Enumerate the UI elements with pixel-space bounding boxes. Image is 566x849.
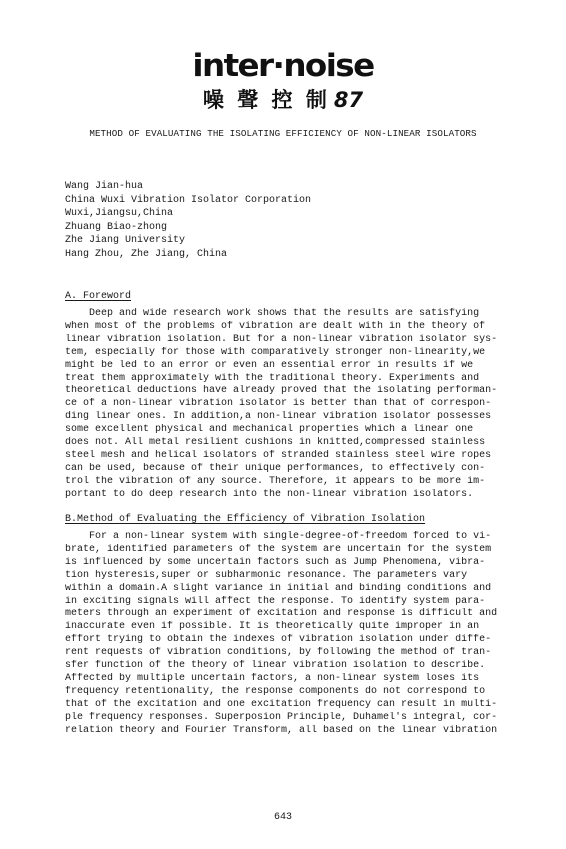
text-line: might be led to an error or even an essential error in results if we bbox=[65, 359, 474, 371]
text-line: steel mesh and helical isolators of stranded stainless steel wire ropes bbox=[65, 449, 492, 461]
section-b-body bbox=[65, 531, 497, 738]
text-line: frequency retentionality, the response components do not correspond to bbox=[65, 685, 486, 697]
text-line: tem, especially for those with comparatively stronger non-linearity,we bbox=[65, 346, 486, 358]
section-b-heading: B.Method of Evaluating the Efficiency of Vibration Isolation bbox=[65, 514, 426, 525]
author-block bbox=[65, 180, 311, 261]
text-line: effort trying to obtain the indexes of vibration isolation under diffe- bbox=[65, 634, 492, 646]
section-a-body bbox=[65, 308, 497, 502]
text-line: ce of a non-linear vibration isolator is better than that of correspon- bbox=[65, 398, 492, 410]
author-line: China Wuxi Vibration Isolator Corporation bbox=[65, 194, 312, 206]
text-line: relation theory and Fourier Transform, all based on the linear vibration bbox=[65, 724, 497, 736]
text-line: theoretical deductions have already proved that the isolating performan- bbox=[65, 385, 497, 397]
text-line: meters through an experiment of excitation and response is difficult and bbox=[65, 608, 497, 620]
text-line: ding linear ones. In addition,a non-linear vibration isolator possesses bbox=[65, 411, 492, 423]
conference-logo-subtitle bbox=[0, 84, 566, 114]
text-line: ple frequency responses. Superposion Principle, Duhamel's integral, cor- bbox=[65, 711, 497, 723]
text-line: trol the vibration of any source. Therefore, it appears to be more im- bbox=[65, 475, 486, 487]
text-line: inaccurate even if possible. It is theoretically quite improper in an bbox=[65, 621, 480, 633]
section-a-heading: A. Foreword bbox=[65, 291, 132, 302]
text-line: in exciting signals will affect the response. To identify system para- bbox=[65, 595, 486, 607]
conference-logo bbox=[0, 48, 566, 84]
text-line: treat them approximately with the traditional theory. Experiments and bbox=[65, 372, 480, 384]
page-number: 643 bbox=[273, 812, 292, 823]
conference-logo-text: inter·noise bbox=[192, 48, 374, 84]
text-line: For a non-linear system with single-degree-of-freedom forced to vi- bbox=[65, 531, 492, 542]
text-line: rent requests of vibration conditions, by following the method of tran- bbox=[65, 647, 492, 659]
text-line: does not. All metal resilient cushions in knitted,compressed stainless bbox=[65, 437, 486, 449]
author-line: Wuxi,Jiangsu,China bbox=[65, 208, 174, 219]
author-line: Zhuang Biao-zhong bbox=[65, 221, 168, 233]
paper-title: METHOD OF EVALUATING THE ISOLATING EFFICIENCY OF NON-LINEAR ISOLATORS bbox=[89, 128, 477, 139]
text-line: Affected by multiple uncertain factors, a non-linear system loses its bbox=[65, 672, 480, 684]
text-line: within a domain.A slight variance in initial and binding conditions and bbox=[65, 582, 492, 594]
text-line: is influenced by some uncertain factors such as Jump Phenomena, vibra- bbox=[65, 556, 486, 568]
text-line: some excellent physical and mechanical properties which a linear one bbox=[65, 424, 474, 436]
text-line: linear vibration isolation. But for a non-linear vibration isolator sys- bbox=[65, 333, 497, 345]
text-line: brate, identified parameters of the system are uncertain for the system bbox=[65, 543, 492, 555]
text-line: sfer function of the theory of linear vibration isolation to describe. bbox=[65, 660, 486, 672]
author-line: Hang Zhou, Zhe Jiang, China bbox=[65, 248, 228, 260]
text-line: that of the excitation and one excitation frequency can result in multi- bbox=[65, 698, 497, 710]
text-line: portant to do deep research into the non-linear vibration isolators. bbox=[65, 488, 474, 500]
text-line: Deep and wide research work shows that the results are satisfying bbox=[65, 308, 480, 319]
text-line: tion hysteresis,super or subharmonic resonance. The parameters vary bbox=[65, 569, 468, 581]
logo-year: 87 bbox=[333, 88, 364, 112]
text-line: can be used, because of their unique performances, to effectively con- bbox=[65, 462, 486, 474]
text-line: when most of the problems of vibration are dealt with in the theory of bbox=[65, 320, 486, 332]
logo-chinese-characters: 噪 聲 控 制 bbox=[202, 88, 330, 112]
author-line: Wang Jian-hua bbox=[65, 181, 144, 192]
author-line: Zhe Jiang University bbox=[65, 235, 186, 246]
